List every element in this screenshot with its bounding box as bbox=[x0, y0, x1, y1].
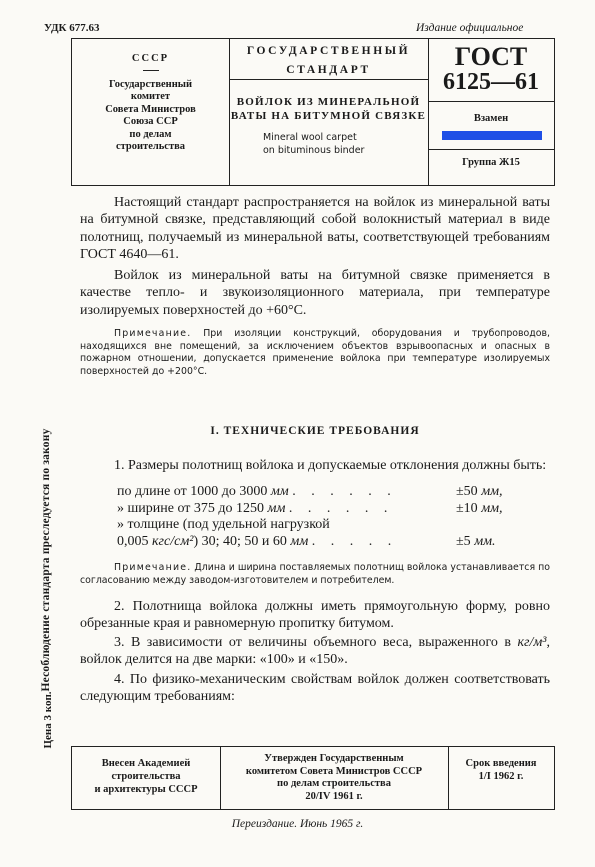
title-english bbox=[263, 131, 364, 157]
gost-label: ГОСТ bbox=[454, 42, 528, 71]
committee-line: строительства bbox=[115, 141, 186, 152]
title-cell bbox=[229, 39, 428, 185]
header-table bbox=[71, 38, 555, 186]
leader-dots: . . . . . . bbox=[288, 500, 394, 516]
title-en-line: Mineral wool carpet bbox=[263, 132, 357, 143]
committee-line: по делам bbox=[129, 128, 172, 140]
state-standard-line: ГОСУДАРСТВЕННЫЙ bbox=[246, 45, 411, 57]
introduced-by bbox=[72, 747, 220, 809]
item-paragraph: 1. Размеры полотнищ войлока и допускаемые отклонения должны быть: bbox=[114, 457, 547, 473]
approved-line: комитетом Совета Министров СССР bbox=[245, 765, 423, 777]
item-text: , войлок делится на две марки: «100» и «150». bbox=[80, 635, 550, 668]
item-paragraph bbox=[80, 634, 550, 669]
tolerance-value: ±50 bbox=[456, 484, 478, 500]
edition-label: Издание официальное bbox=[416, 22, 524, 34]
tolerance-unit: мм, bbox=[481, 500, 503, 516]
dimension-label: » ширине от 375 до 1250 bbox=[117, 500, 265, 516]
price-label: Цена 3 коп. bbox=[42, 691, 54, 749]
committee-line: Союза ССР bbox=[123, 116, 178, 127]
gost-number: 6125—61 bbox=[443, 69, 539, 95]
dimension-row bbox=[80, 501, 550, 518]
item-unit: кг/м³ bbox=[517, 635, 547, 651]
dimension-unit: мм bbox=[270, 484, 289, 500]
title-line: ВОЙЛОК ИЗ МИНЕРАЛЬНОЙ bbox=[236, 96, 421, 108]
item-paragraph: 4. По физико-механическим свойствам войлок должен соответствовать следующим требованиям: bbox=[80, 671, 550, 705]
approved-line: Утвержден Государственным bbox=[264, 753, 404, 764]
effective-line: 1/I 1962 г. bbox=[478, 771, 524, 782]
state-standard-line: СТАНДАРТ bbox=[286, 64, 371, 76]
introduced-line: Внесен Академией bbox=[101, 758, 191, 769]
dimension-row bbox=[80, 484, 550, 501]
side-warning: Несоблюдение стандарта преследуется по закону bbox=[40, 428, 52, 692]
reprint-note: Переиздание. Июнь 1965 г. bbox=[231, 818, 364, 830]
note-label: Примечание. bbox=[114, 328, 192, 340]
note-label: Примечание. bbox=[114, 562, 192, 574]
dimension-label: по длине от 1000 до 3000 bbox=[117, 484, 268, 500]
intro-paragraph: Настоящий стандарт распространяется на войлок из минеральной ваты на битумной связке, представляющий собой волокнистый материал в виде полотнищ, получаемый из минеральной ваты, соответствующей требованиям ГОСТ 4640—61. bbox=[80, 195, 550, 262]
ussr-label: СССР bbox=[131, 53, 170, 64]
tolerance-unit: мм. bbox=[474, 533, 496, 549]
dimension-unit: мм bbox=[267, 500, 286, 516]
issuer-cell bbox=[72, 39, 229, 185]
approved-line: по делам строительства bbox=[277, 778, 391, 789]
dimension-row bbox=[80, 534, 550, 551]
number-cell bbox=[428, 39, 554, 185]
committee-line: комитет bbox=[130, 91, 171, 102]
dimension-unit: мм bbox=[290, 533, 309, 549]
leader-dots: . . . . . . bbox=[292, 484, 397, 500]
dimension-row bbox=[80, 517, 550, 534]
effective-date bbox=[448, 747, 554, 809]
standard-title bbox=[229, 95, 428, 123]
dimension-label: 0,005 bbox=[117, 533, 152, 549]
approved-date: 20/IV 1961 г. bbox=[305, 790, 363, 802]
section-heading: I. ТЕХНИЧЕСКИЕ ТРЕБОВАНИЯ bbox=[210, 424, 420, 437]
intro-paragraph: Войлок из минеральной ваты на битумной связке применяется в качестве тепло- и звукоизоляционного материала, при температуре изолируемых поверхностей до +60°С. bbox=[80, 268, 550, 318]
leader-dots: . . . . . bbox=[311, 533, 398, 549]
dimension-list bbox=[80, 484, 550, 550]
group-label: Группа Ж15 bbox=[462, 157, 520, 168]
tolerance-unit: мм, bbox=[481, 484, 503, 500]
document-body bbox=[80, 192, 550, 705]
item-text: 3. В зависимости от величины объемного веса, выраженного в bbox=[114, 635, 518, 651]
introduced-line: строительства bbox=[111, 771, 181, 782]
dimension-label: ) 30; 40; 50 и 60 bbox=[193, 533, 291, 549]
note-text: Длина и ширина поставляемых полотнищ войлока устанавливается по согласованию между заводом-изготовителем и потребителем. bbox=[80, 562, 550, 586]
udk-code: УДК 677.63 bbox=[44, 22, 100, 34]
item-paragraph: 2. Полотнища войлока должны иметь прямоугольную форму, ровно обрезанные края и равномерную пропитку битумом. bbox=[80, 598, 550, 631]
dimension-unit: кгс/см² bbox=[152, 533, 194, 549]
title-en-line: on bituminous binder bbox=[263, 145, 365, 156]
introduced-line: и архитектуры СССР bbox=[94, 784, 198, 795]
approved-by bbox=[220, 747, 448, 809]
instead-label: Взамен bbox=[473, 113, 509, 124]
tolerance-value: ±5 bbox=[456, 533, 471, 549]
note-paragraph bbox=[80, 562, 550, 587]
note-text: При изоляции конструкций, оборудования и трубопроводов, находящихся вне помещений, за исключением объектов взрывоопасных и опасных в пожарном отношении, допускается применение войлока при температуре изолируемых поверхностей до +200°С. bbox=[80, 328, 550, 378]
title-line: ВАТЫ НА БИТУМНОЙ СВЯЗКЕ bbox=[230, 110, 427, 122]
note-paragraph bbox=[80, 328, 550, 379]
committee-line: Государственный bbox=[108, 78, 192, 90]
dimension-label: » толщине (под удельной нагрузкой bbox=[117, 517, 330, 533]
footer-table bbox=[71, 746, 555, 810]
redaction-bar bbox=[442, 131, 542, 140]
committee-line: Совета Министров bbox=[105, 103, 196, 115]
tolerance-value: ±10 bbox=[456, 500, 478, 516]
effective-line: Срок введения bbox=[465, 758, 537, 769]
